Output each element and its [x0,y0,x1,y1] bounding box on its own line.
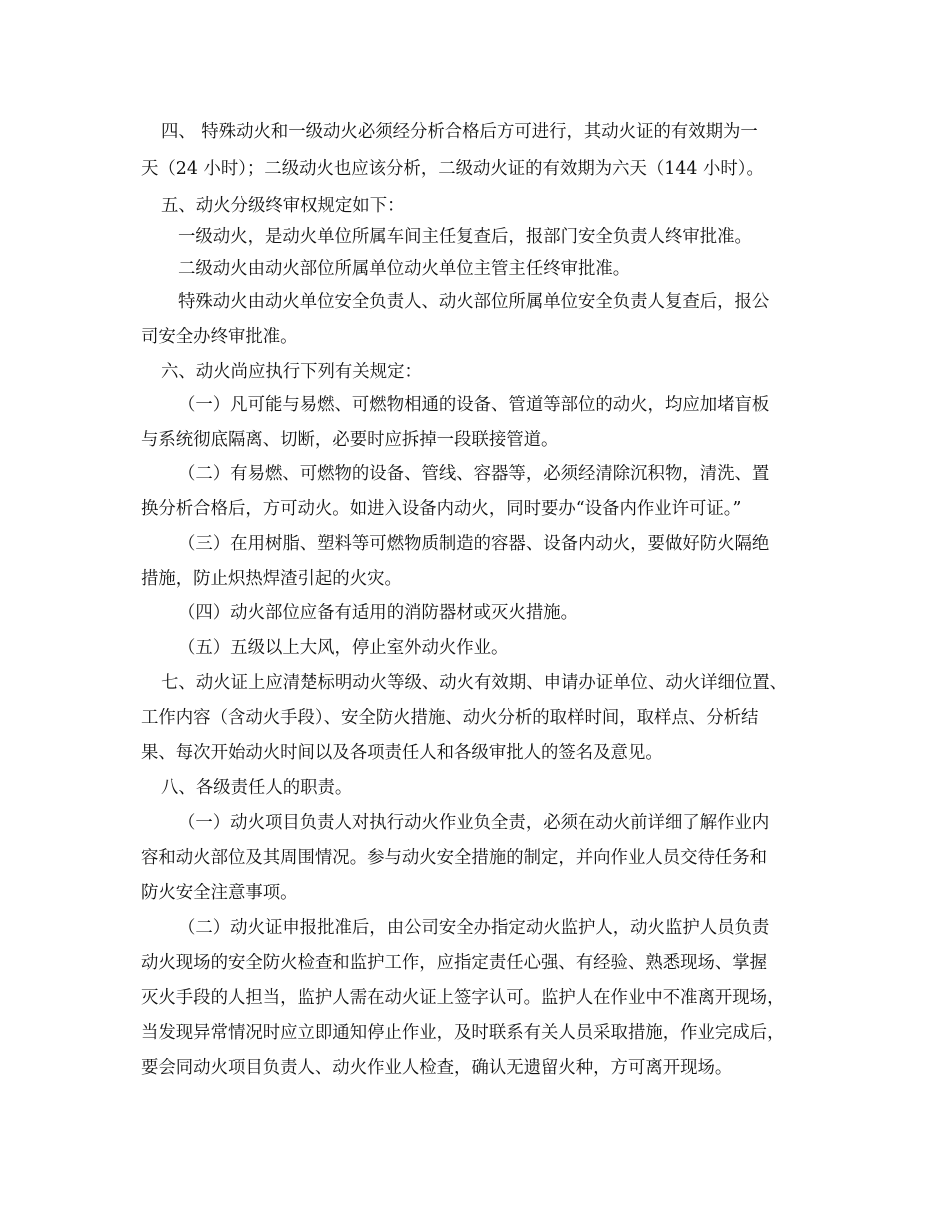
section-5-heading: 五、动火分级终审权规定如下： [161,196,405,216]
section-6-item-4: （四）动火部位应备有适用的消防器材或灭火措施。 [178,603,578,623]
section-8-heading: 八、各级责任人的职责。 [161,778,353,798]
section-8-item-2-line-3: 灭火手段的人担当，监护人需在动火证上签字认可。监护人在作业中不准离开现场， [141,988,785,1008]
section-5-first-level: 一级动火，是动火单位所属车间主任复查后，报部门安全负责人终审批准。 [178,227,752,247]
section-8-item-2-line-4: 当发现异常情况时应立即通知停止作业，及时联系有关人员采取措施，作业完成后， [141,1023,785,1043]
section-7-line-2: 工作内容（含动火手段）、安全防火措施、动火分析的取样时间，取样点、分析结 [141,708,759,728]
section-4-line-1: 四、 特殊动火和一级动火必须经分析合格后方可进行，其动火证的有效期为一 [161,122,758,142]
section-6-item-2-line-2: 换分析合格后，方可动火。如进入设备内动火，同时要办“设备内作业许可证。” [141,499,742,519]
section-5-special-line-2: 司安全办终审批准。 [141,327,298,347]
section-6-item-5: （五）五级以上大风，停止室外动火作业。 [178,638,509,658]
section-6-item-3-line-2: 措施，防止炽热焊渣引起的火灾。 [141,569,402,589]
section-6-heading: 六、动火尚应执行下列有关规定： [161,362,422,382]
section-4-line-2: 天（24 小时）；二级动火也应该分析，二级动火证的有效期为六天（144 小时）。 [141,159,764,179]
section-6-item-1-line-2: 与系统彻底隔离、切断，必要时应拆掉一段联接管道。 [141,430,559,450]
section-5-special-line-1: 特殊动火由动火单位安全负责人、动火部位所属单位安全负责人复查后，报公 [178,292,770,312]
section-8-item-1-line-3: 防火安全注意事项。 [141,883,298,903]
section-6-item-3-line-1: （三）在用树脂、塑料等可燃物质制造的容器、设备内动火，要做好防火隔绝 [178,534,770,554]
section-7-line-1: 七、动火证上应清楚标明动火等级、动火有效期、申请办证单位、动火详细位置、 [161,673,788,693]
section-8-item-2-line-1: （二）动火证申报批准后，由公司安全办指定动火监护人，动火监护人员负责 [178,918,770,938]
section-8-item-2-line-2: 动火现场的安全防火检查和监护工作，应指定责任心强、有经验、熟悉现场、掌握 [141,953,768,973]
section-5-second-level: 二级动火由动火部位所属单位动火单位主管主任终审批准。 [178,259,631,279]
section-6-item-1-line-1: （一）凡可能与易燃、可燃物相通的设备、管道等部位的动火，均应加堵盲板 [178,395,770,415]
section-8-item-2-line-5: 要会同动火项目负责人、动火作业人检查，确认无遗留火种，方可离开现场。 [141,1058,733,1078]
section-7-line-3: 果、每次开始动火时间以及各项责任人和各级审批人的签名及意见。 [141,743,663,763]
section-8-item-1-line-1: （一）动火项目负责人对执行动火作业负全责，必须在动火前详细了解作业内 [178,813,770,833]
section-6-item-2-line-1: （二）有易燃、可燃物的设备、管线、容器等，必须经清除沉积物，清洗、置 [178,464,770,484]
section-8-item-1-line-2: 容和动火部位及其周围情况。参与动火安全措施的制定，并向作业人员交待任务和 [141,848,768,868]
